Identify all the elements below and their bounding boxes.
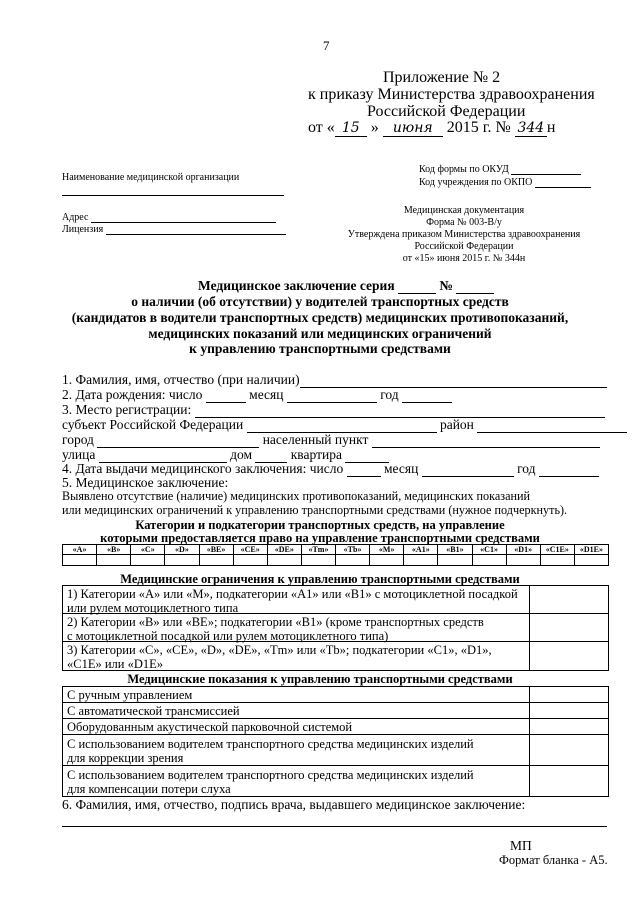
restriction-3-cell[interactable] bbox=[529, 642, 608, 670]
category-header-11: «B1» bbox=[438, 545, 472, 555]
indication-1-text: С ручным управлением bbox=[67, 688, 193, 702]
category-header-3: «D» bbox=[165, 545, 199, 555]
docinfo-line1: Медицинская документация bbox=[403, 205, 525, 216]
category-header-9: «M» bbox=[370, 545, 404, 555]
title-line5: к управлению транспортными средствами bbox=[189, 341, 451, 356]
category-cell-4[interactable] bbox=[199, 555, 233, 566]
category-header-13: «D1» bbox=[506, 545, 540, 555]
field-birth-date: 2. Дата рождения: число месяц год bbox=[62, 387, 452, 403]
indication-row-1 bbox=[62, 686, 609, 703]
indication-3-text: Оборудованным акустической парковочной системой bbox=[67, 720, 353, 734]
restrictions-title: Медицинские ограничения к управлению транспортными средствами bbox=[120, 572, 520, 586]
format-label: Формат бланка - А5. bbox=[499, 853, 608, 867]
restriction-1-text: 1) Категории «А» или «М», подкатегории «А1» или «В1» с мотоциклетной посадкой или рулем мотоциклетного типа bbox=[67, 587, 518, 615]
docinfo-line4: Российской Федерации bbox=[414, 241, 514, 252]
okud-label: Код формы по ОКУД bbox=[419, 164, 581, 175]
title-series: Медицинское заключение серия № bbox=[198, 278, 494, 294]
category-cell-6[interactable] bbox=[267, 555, 301, 566]
title-line4: медицинских показаний или медицинских ограничений bbox=[148, 326, 492, 341]
category-cell-1[interactable] bbox=[97, 555, 131, 566]
category-cell-11[interactable] bbox=[438, 555, 472, 566]
indications-title: Медицинские показания к управлению транспортными средствами bbox=[127, 672, 513, 686]
title-line3: (кандидатов в водители транспортных средств) медицинских противопоказаний, bbox=[71, 310, 569, 325]
indication-5-text: С использованием водителем транспортного средства медицинских изделий для компенсации потери слуха bbox=[67, 768, 474, 796]
field-issue-date: 4. Дата выдачи медицинского заключения: число месяц год bbox=[62, 461, 599, 477]
number-suffix: н bbox=[546, 119, 556, 136]
indication-row-5 bbox=[62, 765, 609, 797]
category-header-6: «DE» bbox=[267, 545, 301, 555]
indication-row-2 bbox=[62, 702, 609, 719]
category-cell-10[interactable] bbox=[404, 555, 438, 566]
category-cell-5[interactable] bbox=[233, 555, 267, 566]
category-cell-9[interactable] bbox=[370, 555, 404, 566]
docinfo-line2: Форма № 003-В/у bbox=[426, 217, 502, 228]
issue-year-input[interactable] bbox=[539, 464, 599, 477]
appendix-line2: Российской Федерации bbox=[367, 103, 526, 120]
okpo-label: Код учреждения по ОКПО bbox=[419, 177, 591, 188]
doctor-signature-line[interactable] bbox=[62, 826, 607, 827]
appendix-title: Приложение № 2 bbox=[383, 69, 501, 86]
address-label: Адрес bbox=[62, 212, 276, 223]
field-registration: 3. Место регистрации: bbox=[62, 402, 605, 418]
category-cell-7[interactable] bbox=[301, 555, 335, 566]
page-number: 7 bbox=[323, 38, 330, 53]
issue-day-input[interactable] bbox=[347, 464, 381, 477]
field-street: улица дом квартира bbox=[62, 447, 389, 463]
docinfo-line5: от «15» июня 2015 г. № 344н bbox=[402, 253, 526, 264]
okpo-field[interactable] bbox=[535, 178, 591, 188]
indication-4-text: С использованием водителем транспортного средства медицинских изделий для коррекции зрения bbox=[67, 737, 474, 765]
category-header-12: «C1» bbox=[472, 545, 506, 555]
category-cell-0[interactable] bbox=[63, 555, 97, 566]
org-name-line bbox=[62, 195, 284, 196]
field-city: город населенный пункт bbox=[62, 432, 600, 448]
categories-header-row bbox=[63, 545, 609, 555]
indication-2-cell[interactable] bbox=[529, 703, 608, 718]
indication-5-cell[interactable] bbox=[529, 766, 608, 796]
field-conclusion: 5. Медицинское заключение: bbox=[62, 475, 229, 490]
indication-row-4 bbox=[62, 734, 609, 766]
category-header-8: «Tb» bbox=[336, 545, 370, 555]
categories-title2: которыми предоставляется право на управление транспортными средствами bbox=[100, 531, 540, 545]
handwritten-day: 15 bbox=[335, 120, 367, 137]
category-cell-13[interactable] bbox=[506, 555, 540, 566]
series-field[interactable] bbox=[398, 282, 436, 294]
category-header-15: «D1E» bbox=[574, 545, 608, 555]
indication-row-3 bbox=[62, 718, 609, 735]
conclusion-para2: или медицинских ограничений к управлению транспортными средствами (нужное подчеркнуть). bbox=[62, 503, 568, 517]
handwritten-number: 344 bbox=[515, 120, 547, 137]
org-name-label: Наименование медицинской организации bbox=[62, 172, 240, 183]
categories-value-row bbox=[63, 555, 609, 566]
category-header-7: «Tm» bbox=[301, 545, 335, 555]
restriction-row-3 bbox=[62, 641, 609, 671]
doctor-signature-label: 6. Фамилия, имя, отчество, подпись врача, выдавшего медицинское заключение: bbox=[62, 797, 526, 812]
license-label: Лицензия bbox=[62, 224, 286, 235]
category-header-1: «B» bbox=[97, 545, 131, 555]
category-header-0: «A» bbox=[63, 545, 97, 555]
categories-title1: Категории и подкатегории транспортных средств, на управление bbox=[135, 518, 505, 532]
okud-field[interactable] bbox=[511, 165, 581, 175]
number-field[interactable] bbox=[456, 282, 494, 294]
appendix-line1: к приказу Министерства здравоохранения bbox=[308, 86, 595, 103]
restriction-1-cell[interactable] bbox=[529, 586, 608, 613]
category-header-4: «BE» bbox=[199, 545, 233, 555]
categories-table bbox=[62, 544, 609, 566]
indication-2-text: С автоматической трансмиссией bbox=[67, 704, 240, 718]
category-cell-12[interactable] bbox=[472, 555, 506, 566]
address-field[interactable] bbox=[91, 213, 276, 223]
quote-close: » bbox=[370, 119, 379, 136]
indication-3-cell[interactable] bbox=[529, 719, 608, 734]
field-subject: субъект Российской Федерации район bbox=[62, 417, 627, 433]
category-cell-2[interactable] bbox=[131, 555, 165, 566]
restriction-row-2 bbox=[62, 613, 609, 642]
restriction-3-text: 3) Категории «С», «СЕ», «D», «DE», «Tm» или «Tb»; подкатегории «С1», «D1», «С1Е» или «D1E» bbox=[67, 643, 492, 671]
category-cell-15[interactable] bbox=[574, 555, 608, 566]
issue-month-input[interactable] bbox=[422, 464, 514, 477]
settlement-input[interactable] bbox=[372, 435, 600, 448]
restriction-row-1 bbox=[62, 585, 609, 614]
docinfo-line3: Утверждена приказом Министерства здравоохранения bbox=[347, 229, 581, 240]
docinfo-block bbox=[334, 205, 594, 265]
restriction-2-cell[interactable] bbox=[529, 614, 608, 641]
category-header-5: «CE» bbox=[233, 545, 267, 555]
title-line2: о наличии (об отсутствии) у водителей транспортных средств bbox=[131, 294, 509, 309]
year-text: 2015 г. № bbox=[446, 119, 511, 136]
from-prefix: от « bbox=[308, 119, 335, 136]
conclusion-para1: Выявлено отсутствие (наличие) медицинских противопоказаний, медицинских показаний bbox=[62, 489, 531, 503]
category-cell-14[interactable] bbox=[540, 555, 574, 566]
restriction-2-text: 2) Категории «В» или «ВЕ»; подкатегории «В1» (кроме транспортных средств с мотоциклетной посадкой или рулем мотоциклетного типа) bbox=[67, 615, 484, 643]
license-field[interactable] bbox=[106, 225, 286, 235]
category-cell-8[interactable] bbox=[336, 555, 370, 566]
field-full-name: 1. Фамилия, имя, отчество (при наличии) bbox=[62, 372, 607, 388]
category-header-14: «C1E» bbox=[540, 545, 574, 555]
indication-1-cell[interactable] bbox=[529, 687, 608, 702]
category-header-2: «C» bbox=[131, 545, 165, 555]
category-cell-3[interactable] bbox=[165, 555, 199, 566]
appendix-date-line bbox=[308, 119, 555, 137]
handwritten-month: июня bbox=[383, 120, 443, 137]
category-header-10: «A1» bbox=[404, 545, 438, 555]
stamp-label: МП bbox=[510, 838, 532, 853]
indication-4-cell[interactable] bbox=[529, 735, 608, 765]
